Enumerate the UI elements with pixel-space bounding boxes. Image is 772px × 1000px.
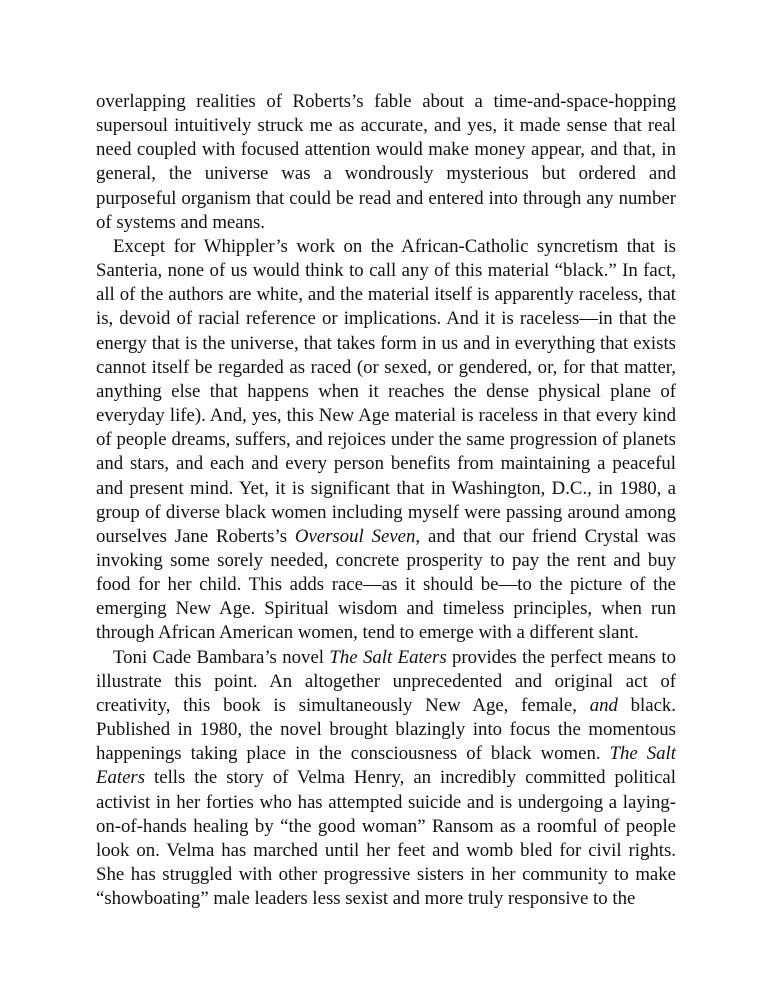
body-text: black. Published in 1980, the novel brought blazingly into focus the momentous happenings taking place in the consciousness of black women. bbox=[96, 694, 676, 765]
italic-title-text: and bbox=[589, 694, 618, 716]
paragraph-continuation bbox=[96, 90, 676, 235]
italic-title-text: Oversoul Seven, bbox=[294, 525, 421, 547]
italic-title-text: The Salt Eaters bbox=[329, 646, 447, 668]
body-text: Toni Cade Bambara’s novel bbox=[113, 646, 330, 668]
paragraph-whippler-santeria bbox=[96, 235, 676, 646]
body-text: and that our friend Crystal was invoking some sorely needed, concrete prosperity to pay the rent and buy food for her child. This adds race—as it should be—to the picture of the emerging New Age. Spiritual wisdom and timeless principles, when run through African American women, tend to emerge with a different slant. bbox=[96, 525, 676, 644]
body-text: Except for Whippler’s work on the African-Catholic syncretism that is Santeria, none of us would think to call any of this material “black.” In fact, all of the authors are white, and the material itself is apparently raceless, that is, devoid of racial reference or implications. And it is raceless—in that the energy that is the universe, that takes form in us and in everything that exists cannot itself be regarded as raced (or sexed, or gendered, or, for that matter, anything else that happens when it reaches the dense physical plane of everyday life). And, yes, this New Age material is raceless in that every kind of people dreams, suffers, and rejoices under the same progression of planets and stars, and each and every person benefits from maintaining a peaceful and present mind. Yet, it is significant that in Washington, D.C., in 1980, a group of diverse black women including myself were passing around among ourselves Jane Roberts’s bbox=[96, 235, 676, 547]
italic-title-text: The Salt Eaters bbox=[96, 743, 676, 789]
body-text: tells the story of Velma Henry, an incredibly committed political activist in her forties who has attempted suicide and is undergoing a laying-on-of-hands healing by “the good woman” Ransom as a roomful of people look on. Velma has marched until her feet and womb bled for civil rights. She has struggled with other progressive sisters in her community to make “showboating” male leaders less sexist and more truly responsive to the bbox=[96, 767, 676, 910]
body-text: overlapping realities of Roberts’s fable about a time-and-space-hopping supersoul intuitively struck me as accurate, and yes, it made sense that real need coupled with focused attention would make money appear, and that, in general, the universe was a wondrously mysterious but ordered and purposeful organism that could be read and entered into through any number of systems and means. bbox=[96, 91, 676, 233]
paragraph-salt-eaters bbox=[96, 646, 676, 912]
body-text: provides the perfect means to illustrate this point. An altogether unprecedented and original act of creativity, this book is simultaneously New Age, female, bbox=[96, 646, 676, 716]
book-page-text bbox=[96, 90, 676, 911]
